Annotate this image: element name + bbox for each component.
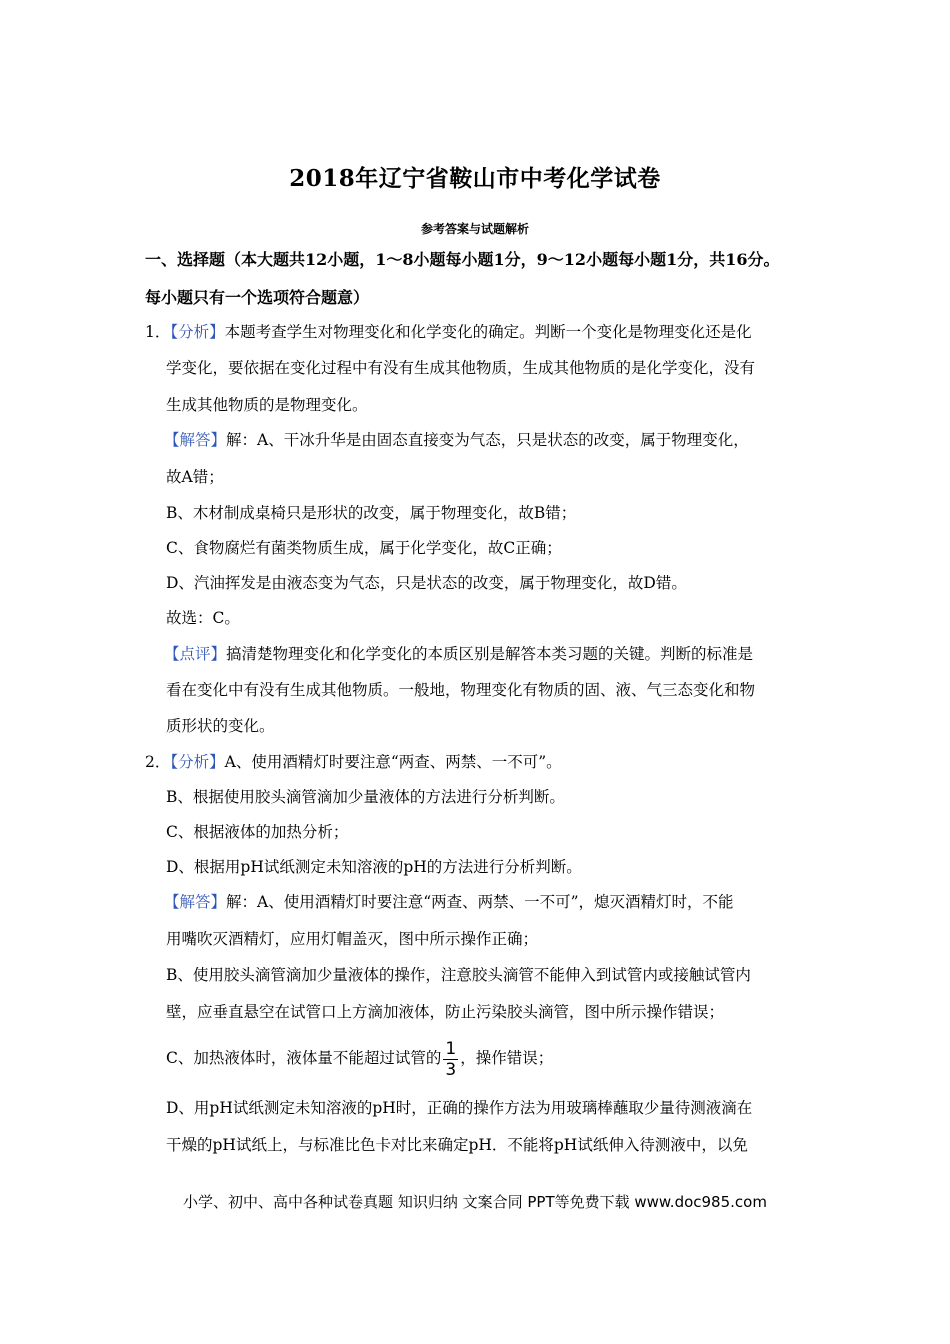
q2-analysis-text: A、使用酒精灯时要注意“两查、两禁、一不可”。 — [224, 753, 562, 771]
q2-number: 2． — [145, 753, 171, 771]
section-heading-line1: 一、选择题（本大题共12小题，1～8小题每小题1分，9～12小题每小题1分，共16分。 — [145, 250, 780, 269]
q2-answer-line-3: B、使用胶头滴管滴加少量液体的操作，注意胶头滴管不能伸入到试管内或接触试管内 — [166, 966, 751, 984]
q1-analysis-tag: 【分析】 — [170, 323, 225, 341]
page-subtitle: 参考答案与试题解析 — [420, 222, 529, 236]
page-title: 2018年辽宁省鞍山市中考化学试卷 — [289, 165, 661, 192]
q1-comment-text: 搞清楚物理变化和化学变化的本质区别是解答本类习题的关键。判断的标准是 — [226, 645, 754, 663]
q1-comment-tag: 【点评】 — [164, 645, 227, 663]
q2-answer-tag: 【解答】 — [164, 893, 227, 911]
q1-answer-tag: 【解答】 — [164, 431, 227, 449]
q1-answer-line-2: 故A错； — [166, 468, 224, 486]
q1-analysis-line — [145, 321, 752, 343]
q1-comment-line-3: 质形状的变化。 — [166, 717, 275, 735]
q1-comment-line-2: 看在变化中有没有生成其他物质。一般地，物理变化有物质的固、液、气三态变化和物 — [166, 681, 756, 699]
q1-analysis-line-2: 学变化，要依据在变化过程中有没有生成其他物质，生成其他物质的是化学变化，没有 — [166, 359, 756, 377]
fraction-numerator: 1 — [445, 1038, 457, 1059]
q2-answer-line-2: 用嘴吹灭酒精灯，应用灯帽盖灭，图中所示操作正确； — [166, 930, 539, 948]
q1-answer-line — [164, 429, 749, 451]
q1-answer-text: 解：A、干冰升华是由固态直接变为气态，只是状态的改变，属于物理变化， — [226, 431, 749, 449]
q2-analysis-line-2: B、根据使用胶头滴管滴加少量液体的方法进行分析判断。 — [166, 788, 565, 806]
q2-analysis-line — [145, 751, 562, 773]
q2-answer-line-4: 壁，应垂直悬空在试管口上方滴加液体，防止污染胶头滴管，图中所示操作错误； — [166, 1003, 725, 1021]
q1-answer-line-5: D、汽油挥发是由液态变为气态，只是状态的改变，属于物理变化，故D错。 — [166, 574, 687, 592]
q2-analysis-line-4: D、根据用pH试纸测定未知溶液的pH的方法进行分析判断。 — [166, 858, 582, 876]
fraction-denominator: 3 — [445, 1059, 457, 1080]
q1-answer-line-6: 故选：C。 — [166, 609, 240, 627]
q2-answer-line — [164, 891, 734, 913]
q1-number: 1． — [145, 323, 171, 341]
q2-c-text-after: ，操作错误； — [460, 1049, 554, 1067]
q1-answer-line-3: B、木材制成桌椅只是形状的改变，属于物理变化，故B错； — [166, 504, 577, 522]
q1-analysis-text: 本题考查学生对物理变化和化学变化的确定。判断一个变化是物理变化还是化 — [224, 323, 752, 341]
q1-comment-line — [164, 643, 753, 665]
q1-answer-line-4: C、食物腐烂有菌类物质生成，属于化学变化，故C正确； — [166, 539, 562, 557]
q2-analysis-line-3: C、根据液体的加热分析； — [166, 823, 349, 841]
section-heading-line2: 每小题只有一个选项符合题意） — [145, 288, 370, 307]
q1-analysis-line-3: 生成其他物质的是物理变化。 — [166, 396, 368, 414]
q2-analysis-tag: 【分析】 — [170, 753, 225, 771]
one-third-fraction — [443, 1039, 458, 1080]
q2-answer-text: 解：A、使用酒精灯时要注意“两查、两禁、一不可”，熄灭酒精灯时，不能 — [226, 893, 734, 911]
q2-answer-line-c — [166, 1036, 553, 1080]
q2-answer-line-d2: 干燥的pH试纸上，与标准比色卡对比来确定pH．不能将pH试纸伸入待测液中，以免 — [166, 1136, 748, 1154]
q2-c-text: C、加热液体时，液体量不能超过试管的 — [166, 1049, 442, 1067]
q2-answer-line-d1: D、用pH试纸测定未知溶液的pH时，正确的操作方法为用玻璃棒蘸取少量待测液滴在 — [166, 1099, 753, 1117]
page-footer: 小学、初中、高中各种试卷真题 知识归纳 文案合同 PPT等免费下载 www.doc985.com — [183, 1193, 767, 1211]
